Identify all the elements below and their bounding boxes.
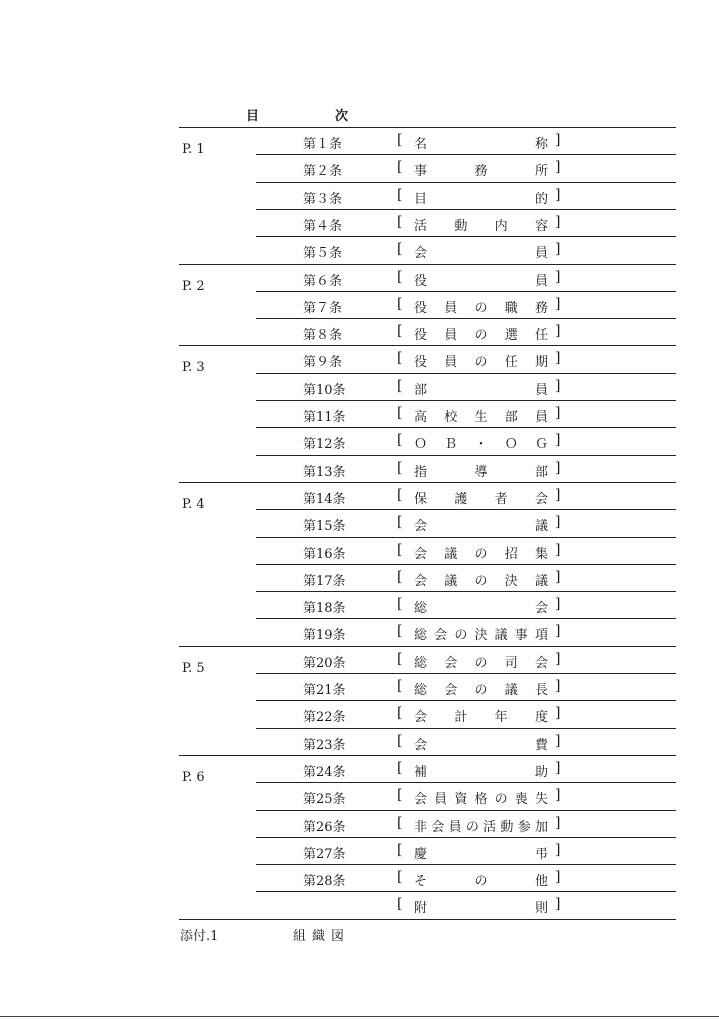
article-title-char: 計 bbox=[454, 710, 468, 726]
article-title-char: そ bbox=[414, 874, 428, 890]
article-title-char: 会 bbox=[534, 491, 548, 507]
article-title-char: 員 bbox=[448, 819, 462, 835]
article-title-char: 助 bbox=[534, 764, 548, 780]
article-title-char: 役 bbox=[414, 328, 428, 344]
article-title-char: 目 bbox=[414, 191, 428, 207]
close-bracket: ] bbox=[555, 323, 561, 340]
close-bracket: ] bbox=[555, 459, 561, 476]
article-number: 第８条 bbox=[303, 328, 343, 344]
appendix-title: 組織図 bbox=[293, 929, 351, 944]
article-title-char: Ｂ bbox=[444, 437, 458, 453]
article-title-char: 議 bbox=[534, 519, 548, 535]
article-title-char: 期 bbox=[534, 355, 548, 371]
close-bracket: ] bbox=[555, 568, 561, 585]
close-bracket: ] bbox=[555, 705, 561, 722]
article-title-char: の bbox=[474, 546, 488, 562]
article-title-char: ・ bbox=[474, 437, 488, 453]
article-title bbox=[414, 297, 548, 316]
page-label: P. 6 bbox=[182, 769, 205, 785]
article-title bbox=[414, 160, 548, 179]
article-title-char: 部 bbox=[534, 464, 548, 480]
open-bracket: [ bbox=[397, 596, 403, 613]
article-number: 第13条 bbox=[303, 464, 346, 480]
page-label: P. 5 bbox=[182, 660, 205, 676]
article-title bbox=[414, 215, 548, 234]
close-bracket: ] bbox=[555, 132, 561, 148]
open-bracket: [ bbox=[397, 268, 403, 285]
article-title bbox=[414, 706, 548, 725]
section-divider bbox=[179, 482, 676, 483]
article-title bbox=[414, 433, 548, 452]
article-title-char: 校 bbox=[444, 410, 458, 425]
page-label: P. 1 bbox=[182, 142, 205, 157]
open-bracket: [ bbox=[397, 295, 403, 312]
close-bracket: ] bbox=[555, 650, 561, 667]
article-number: 第26条 bbox=[303, 819, 346, 835]
article-number: 第14条 bbox=[303, 491, 346, 507]
article-title-char: の bbox=[474, 573, 488, 589]
open-bracket: [ bbox=[397, 814, 403, 831]
article-title bbox=[414, 897, 548, 916]
article-number: 第11条 bbox=[303, 410, 346, 425]
article-title bbox=[414, 734, 548, 753]
open-bracket: [ bbox=[397, 678, 403, 694]
section-divider bbox=[179, 345, 676, 346]
article-title-char: の bbox=[474, 355, 488, 371]
open-bracket: [ bbox=[397, 787, 403, 804]
article-number: 第20条 bbox=[303, 655, 346, 671]
article-title-char: 部 bbox=[504, 410, 518, 425]
row-divider bbox=[256, 236, 676, 237]
article-title-char: 動 bbox=[454, 218, 468, 234]
article-title-char: 導 bbox=[474, 464, 488, 480]
close-bracket: ] bbox=[555, 759, 561, 776]
article-title-char: 員 bbox=[434, 792, 448, 808]
section-divider bbox=[179, 646, 676, 647]
open-bracket: [ bbox=[397, 514, 403, 531]
row-divider bbox=[256, 564, 676, 565]
article-number: 第12条 bbox=[303, 437, 346, 453]
open-bracket: [ bbox=[397, 759, 403, 776]
article-title-char: 事 bbox=[514, 628, 528, 644]
article-title bbox=[414, 788, 548, 807]
article-title-char: 役 bbox=[414, 355, 428, 371]
article-title-char: 動 bbox=[500, 819, 514, 835]
toc-heading-char-1: 目 bbox=[246, 109, 260, 124]
article-number: 第27条 bbox=[303, 846, 346, 862]
article-title-char: 護 bbox=[454, 491, 468, 507]
article-title-char: の bbox=[474, 683, 488, 698]
article-title-char: 会 bbox=[414, 737, 428, 753]
row-divider bbox=[256, 182, 676, 183]
row-divider bbox=[256, 154, 676, 155]
article-title-char: 総 bbox=[414, 601, 428, 617]
article-title-char: 議 bbox=[534, 573, 548, 589]
article-title bbox=[414, 543, 548, 562]
close-bracket: ] bbox=[555, 678, 561, 694]
article-title-char: 選 bbox=[504, 328, 518, 344]
article-title-char: 会 bbox=[414, 792, 428, 808]
open-bracket: [ bbox=[397, 705, 403, 722]
article-title-char: 員 bbox=[534, 273, 548, 289]
open-bracket: [ bbox=[397, 323, 403, 340]
open-bracket: [ bbox=[397, 896, 403, 913]
article-title bbox=[414, 679, 548, 698]
article-number: 第16条 bbox=[303, 546, 346, 562]
article-title bbox=[414, 816, 548, 835]
article-title-char: 部 bbox=[414, 382, 428, 398]
open-bracket: [ bbox=[397, 541, 403, 558]
article-title-char: 員 bbox=[444, 300, 458, 316]
article-title-char: 会 bbox=[414, 573, 428, 589]
close-bracket: ] bbox=[555, 732, 561, 749]
close-bracket: ] bbox=[555, 841, 561, 858]
row-divider bbox=[256, 537, 676, 538]
open-bracket: [ bbox=[397, 623, 403, 640]
row-divider bbox=[256, 427, 676, 428]
article-title-char: の bbox=[454, 628, 468, 644]
row-divider bbox=[256, 400, 676, 401]
open-bracket: [ bbox=[397, 869, 403, 886]
article-title-char: 費 bbox=[534, 737, 548, 753]
toc-heading-char-2: 次 bbox=[335, 109, 349, 124]
article-title-char: 資 bbox=[454, 792, 468, 808]
article-number: 第23条 bbox=[303, 737, 346, 753]
article-title-char: 内 bbox=[494, 218, 508, 234]
article-title-char: 会 bbox=[431, 819, 445, 835]
article-title bbox=[414, 133, 548, 152]
article-title-char: 失 bbox=[534, 792, 548, 808]
close-bracket: ] bbox=[555, 377, 561, 394]
article-title-char: 事 bbox=[414, 164, 428, 180]
article-title-char: の bbox=[465, 819, 479, 835]
article-number: 第28条 bbox=[303, 874, 346, 890]
close-bracket: ] bbox=[555, 159, 561, 176]
article-title-char: 役 bbox=[414, 300, 428, 316]
article-title bbox=[414, 406, 548, 425]
open-bracket: [ bbox=[397, 405, 403, 421]
article-title-char: 高 bbox=[414, 410, 428, 425]
article-title-char: 項 bbox=[534, 628, 548, 644]
article-number: 第４条 bbox=[303, 218, 343, 234]
article-title-char: 者 bbox=[494, 491, 508, 507]
article-title-char: 補 bbox=[414, 764, 428, 780]
row-divider bbox=[256, 837, 676, 838]
article-title-char: 任 bbox=[504, 355, 518, 371]
article-title-char: 名 bbox=[414, 137, 428, 152]
page-label: P. 4 bbox=[182, 496, 205, 512]
article-title-char: の bbox=[474, 328, 488, 344]
article-title-char: 会 bbox=[444, 683, 458, 698]
article-title bbox=[414, 461, 548, 480]
article-title-char: 活 bbox=[483, 819, 497, 835]
close-bracket: ] bbox=[555, 241, 561, 258]
article-title-char: 務 bbox=[534, 300, 548, 316]
open-bracket: [ bbox=[397, 432, 403, 449]
article-title-char: 格 bbox=[474, 792, 488, 808]
row-divider bbox=[256, 209, 676, 210]
article-number: 第15条 bbox=[303, 519, 346, 535]
row-divider bbox=[256, 891, 676, 892]
open-bracket: [ bbox=[397, 568, 403, 585]
article-number: 第18条 bbox=[303, 601, 346, 617]
article-title-char: の bbox=[494, 792, 508, 808]
close-bracket: ] bbox=[555, 787, 561, 804]
row-divider bbox=[256, 782, 676, 783]
article-title-char: 議 bbox=[504, 683, 518, 698]
open-bracket: [ bbox=[397, 486, 403, 503]
article-title-char: 容 bbox=[534, 218, 548, 234]
close-bracket: ] bbox=[555, 350, 561, 367]
row-divider bbox=[256, 509, 676, 510]
article-title-char: 総 bbox=[414, 655, 428, 671]
article-title-char: の bbox=[474, 300, 488, 316]
article-number: 第19条 bbox=[303, 628, 346, 644]
article-title bbox=[414, 515, 548, 534]
article-title-char: 弔 bbox=[534, 846, 548, 862]
article-title-char: 的 bbox=[534, 191, 548, 207]
article-title bbox=[414, 870, 548, 889]
article-title bbox=[414, 624, 548, 643]
section-divider bbox=[179, 127, 676, 128]
article-number: 第10条 bbox=[303, 382, 346, 398]
article-title-char: 任 bbox=[534, 328, 548, 344]
section-divider bbox=[179, 264, 676, 265]
article-title bbox=[414, 188, 548, 207]
open-bracket: [ bbox=[397, 350, 403, 367]
article-title bbox=[414, 843, 548, 862]
open-bracket: [ bbox=[397, 186, 403, 203]
article-number: 第２条 bbox=[303, 164, 343, 180]
article-title-char: 会 bbox=[414, 546, 428, 562]
open-bracket: [ bbox=[397, 732, 403, 749]
open-bracket: [ bbox=[397, 459, 403, 476]
article-title bbox=[414, 379, 548, 398]
article-title-char: 議 bbox=[444, 546, 458, 562]
article-title-char: 年 bbox=[494, 710, 508, 726]
article-title-char: 会 bbox=[414, 246, 428, 262]
article-title-char: 員 bbox=[534, 246, 548, 262]
row-divider bbox=[256, 318, 676, 319]
open-bracket: [ bbox=[397, 650, 403, 667]
row-divider bbox=[256, 810, 676, 811]
article-title-char: 長 bbox=[534, 683, 548, 698]
article-number: 第22条 bbox=[303, 710, 346, 726]
article-title-char: Ｏ bbox=[414, 437, 428, 453]
article-title-char: 招 bbox=[504, 546, 518, 562]
article-title-char: 生 bbox=[474, 410, 488, 425]
article-number: 第21条 bbox=[303, 683, 346, 698]
article-title-char: 活 bbox=[414, 218, 428, 234]
close-bracket: ] bbox=[555, 295, 561, 312]
row-divider bbox=[256, 864, 676, 865]
article-title-char: 指 bbox=[414, 464, 428, 480]
article-title-char: 加 bbox=[534, 819, 548, 835]
article-number: 第３条 bbox=[303, 191, 343, 207]
article-title bbox=[414, 652, 548, 671]
article-number: 第９条 bbox=[303, 355, 343, 371]
article-title bbox=[414, 351, 548, 370]
article-title-char: 会 bbox=[534, 655, 548, 671]
article-title-char: 参 bbox=[517, 819, 531, 835]
article-title-char: 会 bbox=[444, 655, 458, 671]
open-bracket: [ bbox=[397, 159, 403, 176]
open-bracket: [ bbox=[397, 132, 403, 148]
article-title bbox=[414, 242, 548, 261]
article-title-char: 員 bbox=[444, 328, 458, 344]
row-divider bbox=[256, 728, 676, 729]
article-title bbox=[414, 488, 548, 507]
article-title-char: Ｏ bbox=[504, 437, 518, 453]
row-divider bbox=[256, 373, 676, 374]
article-title-char: 非 bbox=[414, 819, 428, 835]
close-bracket: ] bbox=[555, 514, 561, 531]
article-title bbox=[414, 761, 548, 780]
article-title-char: 決 bbox=[474, 628, 488, 644]
article-title-char: 会 bbox=[414, 710, 428, 726]
article-title-char: 員 bbox=[534, 410, 548, 425]
article-title-char: 職 bbox=[504, 300, 518, 316]
close-bracket: ] bbox=[555, 432, 561, 449]
close-bracket: ] bbox=[555, 486, 561, 503]
article-number: 第５条 bbox=[303, 246, 343, 262]
article-title-char: の bbox=[474, 655, 488, 671]
article-title bbox=[414, 597, 548, 616]
open-bracket: [ bbox=[397, 377, 403, 394]
row-divider bbox=[256, 700, 676, 701]
article-number: 第１条 bbox=[303, 137, 343, 152]
row-divider bbox=[256, 291, 676, 292]
article-title bbox=[414, 270, 548, 289]
close-bracket: ] bbox=[555, 541, 561, 558]
article-title-char: 議 bbox=[444, 573, 458, 589]
close-bracket: ] bbox=[555, 623, 561, 640]
article-title-char: 会 bbox=[434, 628, 448, 644]
article-number: 第24条 bbox=[303, 764, 346, 780]
close-bracket: ] bbox=[555, 596, 561, 613]
article-title-char: 他 bbox=[534, 874, 548, 890]
close-bracket: ] bbox=[555, 186, 561, 203]
page-label: P. 2 bbox=[182, 278, 205, 294]
table-bottom-rule bbox=[179, 919, 676, 920]
close-bracket: ] bbox=[555, 814, 561, 831]
article-title-char: 決 bbox=[504, 573, 518, 589]
close-bracket: ] bbox=[555, 405, 561, 421]
article-title-char: 議 bbox=[494, 628, 508, 644]
section-divider bbox=[179, 755, 676, 756]
close-bracket: ] bbox=[555, 213, 561, 230]
article-title-char: Ｇ bbox=[534, 437, 548, 453]
article-title-char: 附 bbox=[414, 901, 428, 917]
row-divider bbox=[256, 673, 676, 674]
row-divider bbox=[256, 591, 676, 592]
article-title-char: 司 bbox=[504, 655, 518, 671]
appendix-label: 添付.1 bbox=[180, 929, 219, 944]
article-title-char: 務 bbox=[474, 164, 488, 180]
article-title-char: 度 bbox=[534, 710, 548, 726]
article-title bbox=[414, 570, 548, 589]
open-bracket: [ bbox=[397, 213, 403, 230]
article-number: 第６条 bbox=[303, 273, 343, 289]
article-title-char: 役 bbox=[414, 273, 428, 289]
article-title bbox=[414, 324, 548, 343]
article-title-char: 員 bbox=[534, 382, 548, 398]
article-title-char: 員 bbox=[444, 355, 458, 371]
article-title-char: 則 bbox=[534, 901, 548, 917]
page-label: P. 3 bbox=[182, 360, 205, 376]
open-bracket: [ bbox=[397, 841, 403, 858]
article-title-char: 所 bbox=[534, 164, 548, 180]
page-bottom-rule bbox=[0, 1016, 719, 1017]
article-number: 第25条 bbox=[303, 792, 346, 808]
article-title-char: 総 bbox=[414, 683, 428, 698]
article-title-char: 慶 bbox=[414, 846, 428, 862]
article-title-char: 称 bbox=[534, 137, 548, 152]
row-divider bbox=[256, 455, 676, 456]
article-title-char: 保 bbox=[414, 491, 428, 507]
article-title-char: 喪 bbox=[514, 792, 528, 808]
open-bracket: [ bbox=[397, 241, 403, 258]
close-bracket: ] bbox=[555, 869, 561, 886]
close-bracket: ] bbox=[555, 268, 561, 285]
article-title-char: 会 bbox=[534, 601, 548, 617]
article-title-char: の bbox=[474, 874, 488, 890]
article-title-char: 会 bbox=[414, 519, 428, 535]
article-number: 第17条 bbox=[303, 573, 346, 589]
close-bracket: ] bbox=[555, 896, 561, 913]
article-title-char: 集 bbox=[534, 546, 548, 562]
article-title-char: 総 bbox=[414, 628, 428, 644]
row-divider bbox=[256, 618, 676, 619]
article-number: 第７条 bbox=[303, 300, 343, 316]
